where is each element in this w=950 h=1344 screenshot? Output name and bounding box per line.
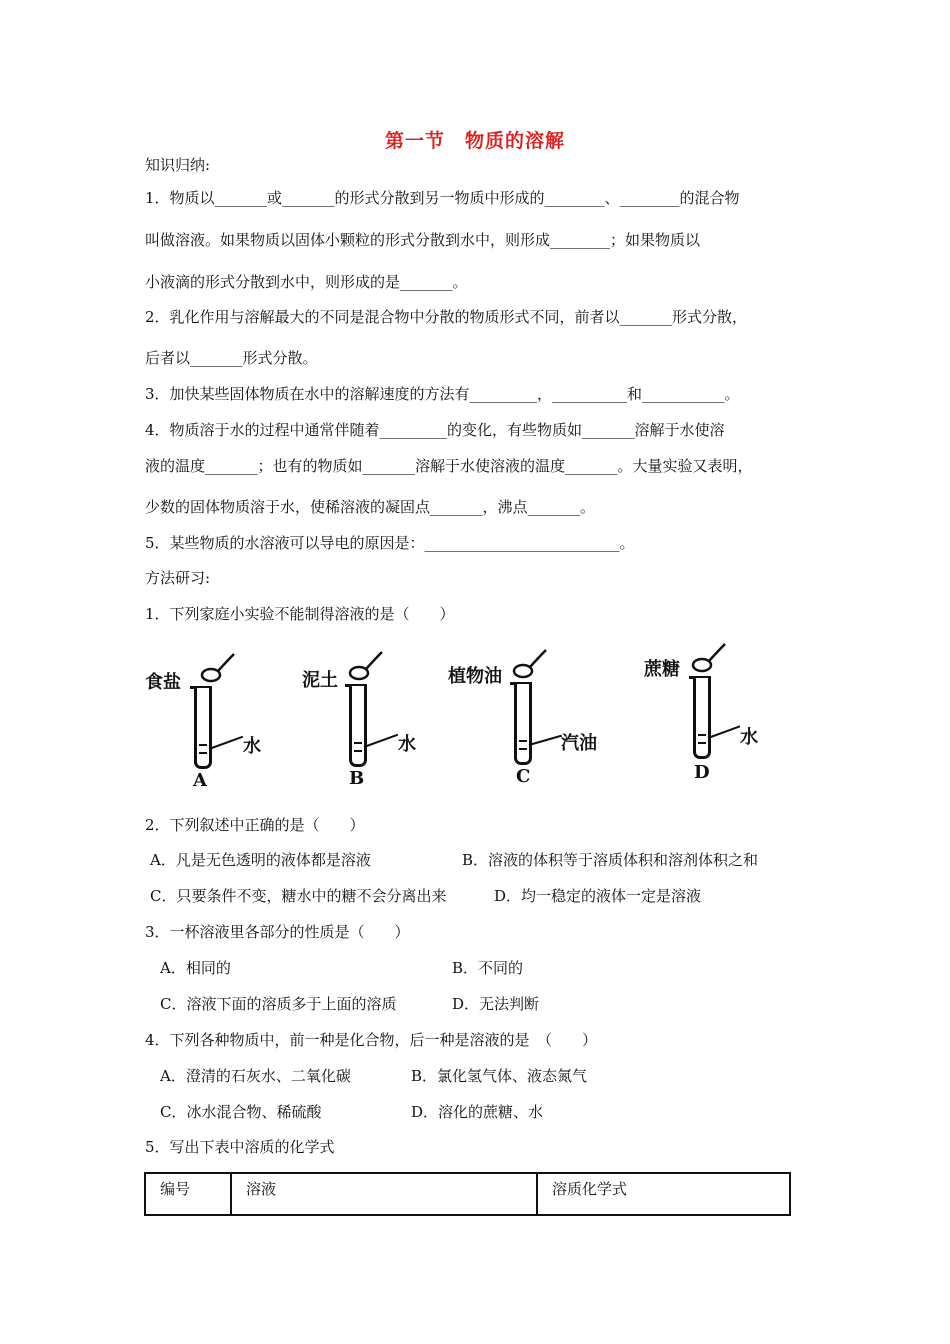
q2-option-a: A．凡是无色透明的液体都是溶液 [150, 851, 371, 869]
spoon-icon [190, 650, 240, 686]
knowledge-line-9: 少数的固体物质溶于水，使稀溶液的凝固点_______，沸点_______。 [145, 498, 596, 516]
question-5: 5．写出下表中溶质的化学式 [145, 1138, 335, 1156]
question-2: 2．下列叙述中正确的是（ ） [145, 816, 365, 834]
q4-option-b: B．氯化氢气体、液态氮气 [411, 1067, 588, 1085]
solute-formula-table [144, 1172, 791, 1216]
test-tube-a [194, 688, 212, 769]
solvent-label-b: 水 [398, 734, 416, 755]
table-header-formula: 溶质化学式 [537, 1173, 790, 1215]
table-header-solution: 溶液 [231, 1173, 537, 1215]
spoon-icon [505, 646, 555, 682]
spoon-icon [685, 641, 735, 677]
leader-line [209, 736, 244, 750]
q4-option-c: C．冰水混合物、稀硫酸 [160, 1103, 322, 1121]
test-tube-b [349, 686, 367, 767]
knowledge-line-4: 2．乳化作用与溶解最大的不同是混合物中分散的物质形式不同，前者以_______形式分散， [145, 308, 748, 326]
knowledge-line-10: 5．某些物质的水溶液可以导电的原因是：__________________________。 [145, 534, 635, 552]
knowledge-line-7: 4．物质溶于水的过程中通常伴随着_________的变化，有些物质如_______溶解于水使溶 [145, 421, 725, 439]
leader-line [708, 725, 741, 739]
question-1: 1．下列家庭小实验不能制得溶液的是（ ） [145, 605, 455, 623]
spoon-icon [340, 648, 390, 684]
knowledge-line-6: 3．加快某些固体物质在水中的溶解速度的方法有_________，__________和___________。 [145, 385, 740, 403]
q4-option-d: D．溶化的蔗糖、水 [411, 1103, 544, 1121]
knowledge-line-2: 叫做溶液。如果物质以固体小颗粒的形式分散到水中，则形成________；如果物质以 [145, 231, 701, 249]
solute-label-b: 泥土 [302, 670, 338, 691]
q3-option-b: B．不同的 [452, 959, 524, 977]
solute-label-d: 蔗糖 [644, 659, 680, 680]
page-title: 第一节 物质的溶解 [384, 130, 565, 152]
knowledge-heading: 知识归纳: [145, 156, 211, 174]
knowledge-line-5: 后者以_______形式分散。 [145, 349, 318, 367]
solute-label-c: 植物油 [448, 666, 502, 687]
q3-option-d: D．无法判断 [452, 995, 540, 1013]
test-tube-c [514, 684, 532, 765]
solute-label-a: 食盐 [145, 672, 181, 693]
knowledge-line-8: 液的温度_______；也有的物质如_______溶解于水使溶液的温度_______。大量实验又表明， [145, 457, 753, 475]
q3-option-c: C．溶液下面的溶质多于上面的溶质 [160, 995, 397, 1013]
solvent-label-a: 水 [243, 736, 261, 757]
leader-line [364, 734, 399, 748]
solvent-label-c: 汽油 [561, 733, 597, 754]
solvent-label-d: 水 [740, 727, 758, 748]
test-tube-d [693, 678, 711, 759]
method-heading: 方法研习: [145, 569, 211, 587]
option-letter-c: C [516, 766, 531, 787]
table-header-number: 编号 [145, 1173, 231, 1215]
leader-line [529, 735, 562, 746]
q2-option-d: D．均一稳定的液体一定是溶液 [494, 887, 702, 905]
question-3: 3．一杯溶液里各部分的性质是（ ） [145, 923, 410, 941]
knowledge-line-3: 小液滴的形式分散到水中，则形成的是_______。 [145, 273, 468, 291]
q3-option-a: A．相同的 [160, 959, 231, 977]
option-letter-d: D [694, 762, 710, 783]
table-header-row [145, 1173, 790, 1215]
option-letter-a: A [193, 770, 207, 791]
q4-option-a: A．澄清的石灰水、二氧化碳 [160, 1067, 351, 1085]
option-letter-b: B [349, 768, 365, 789]
knowledge-line-1: 1．物质以_______或_______的形式分散到另一物质中形成的________、________的混合物 [145, 189, 740, 207]
question-4: 4．下列各种物质中，前一种是化合物，后一种是溶液的是 （ ） [145, 1031, 598, 1049]
q2-option-b: B．溶液的体积等于溶质体积和溶剂体积之和 [462, 851, 759, 869]
q2-option-c: C．只要条件不变，糖水中的糖不会分离出来 [150, 887, 447, 905]
